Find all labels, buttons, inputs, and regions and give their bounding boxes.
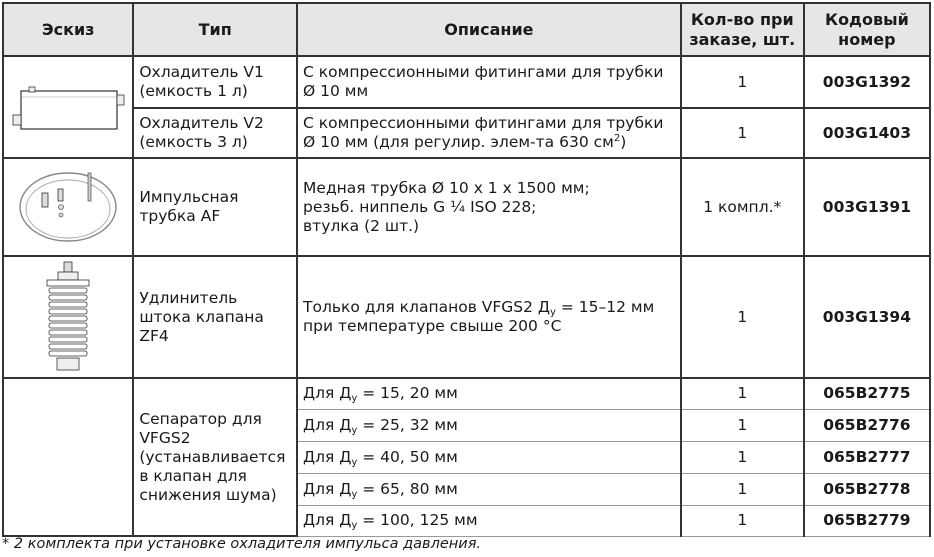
stem-extension-sketch xyxy=(3,256,133,378)
separator-quantity: 1 xyxy=(681,409,804,441)
separator-sketch xyxy=(3,378,133,536)
separator-quantity: 1 xyxy=(681,378,804,409)
cooler-v2-description: С компрессионными фитингами для трубки Ø 10 мм (для регулир. элем-та 630 $см^2$) xyxy=(297,108,681,158)
separator-code: 065B2776 xyxy=(804,409,930,441)
header-type: Тип xyxy=(133,3,297,56)
separator-quantity: 1 xyxy=(681,505,804,536)
header-description: Описание xyxy=(297,3,681,56)
cooler-v2-code: 003G1403 xyxy=(804,108,930,158)
separator-quantity: 1 xyxy=(681,441,804,473)
impulse-tube-code: 003G1391 xyxy=(804,158,930,256)
cooler-sketch xyxy=(3,56,133,158)
table-row xyxy=(3,256,930,378)
impulse-tube-type: Импульсная трубка AF xyxy=(133,158,297,256)
table-row xyxy=(3,56,930,108)
impulse-tube-sketch xyxy=(3,158,133,256)
table-row xyxy=(3,108,930,158)
separator-type: Сепаратор для VFGS2 (устанавливается в клапан для снижения шума) xyxy=(133,378,297,536)
separator-description: Для $Д_у = 40$, 50 мм xyxy=(297,441,681,473)
separator-code: 065B2778 xyxy=(804,473,930,505)
header-sketch: Эскиз xyxy=(3,3,133,56)
cooler-v1-type: Охладитель V1 (емкость 1 л) xyxy=(133,56,297,108)
stem-extension-icon xyxy=(33,260,103,374)
impulse-tube-description: Медная трубка Ø 10 х 1 х 1500 мм; резьб. ниппель G ¼ ISO 228; втулка (2 шт.) xyxy=(297,158,681,256)
header-quantity: Кол-во при заказе, шт. xyxy=(681,3,804,56)
separator-code: 065B2777 xyxy=(804,441,930,473)
separator-description: Для $Д_у = 100$, 125 мм xyxy=(297,505,681,536)
stem-extension-code: 003G1394 xyxy=(804,256,930,378)
cooler-v1-description: С компрессионными фитингами для трубки Ø 10 мм xyxy=(297,56,681,108)
cooler-v2-type: Охладитель V2 (емкость 3 л) xyxy=(133,108,297,158)
separator-description: Для $Д_у = 15$, 20 мм xyxy=(297,378,681,409)
impulse-tube-quantity: 1 компл.* xyxy=(681,158,804,256)
table-row xyxy=(3,158,930,256)
separator-description: Для $Д_у = 25$, 32 мм xyxy=(297,409,681,441)
impulse-tube-icon xyxy=(12,165,124,249)
header-code: Кодовый номер xyxy=(804,3,930,56)
stem-extension-type: Удлинитель штока клапана ZF4 xyxy=(133,256,297,378)
cooler-icon xyxy=(9,77,127,137)
separator-code: 065B2779 xyxy=(804,505,930,536)
cooler-v1-code: 003G1392 xyxy=(804,56,930,108)
table-row xyxy=(3,378,930,409)
cooler-v1-quantity: 1 xyxy=(681,56,804,108)
separator-description: Для $Д_у = 65$, 80 мм xyxy=(297,473,681,505)
separator-quantity: 1 xyxy=(681,473,804,505)
header-row xyxy=(3,3,930,56)
separator-code: 065B2775 xyxy=(804,378,930,409)
accessories-table xyxy=(2,2,931,537)
footnote: * 2 комплекта при установке охладителя импульса давления. xyxy=(2,536,482,552)
cooler-v2-quantity: 1 xyxy=(681,108,804,158)
stem-extension-description: Только для клапанов VFGS2 $Д_у = 15-12$ мм при температуре свыше 200 °С xyxy=(297,256,681,378)
stem-extension-quantity: 1 xyxy=(681,256,804,378)
